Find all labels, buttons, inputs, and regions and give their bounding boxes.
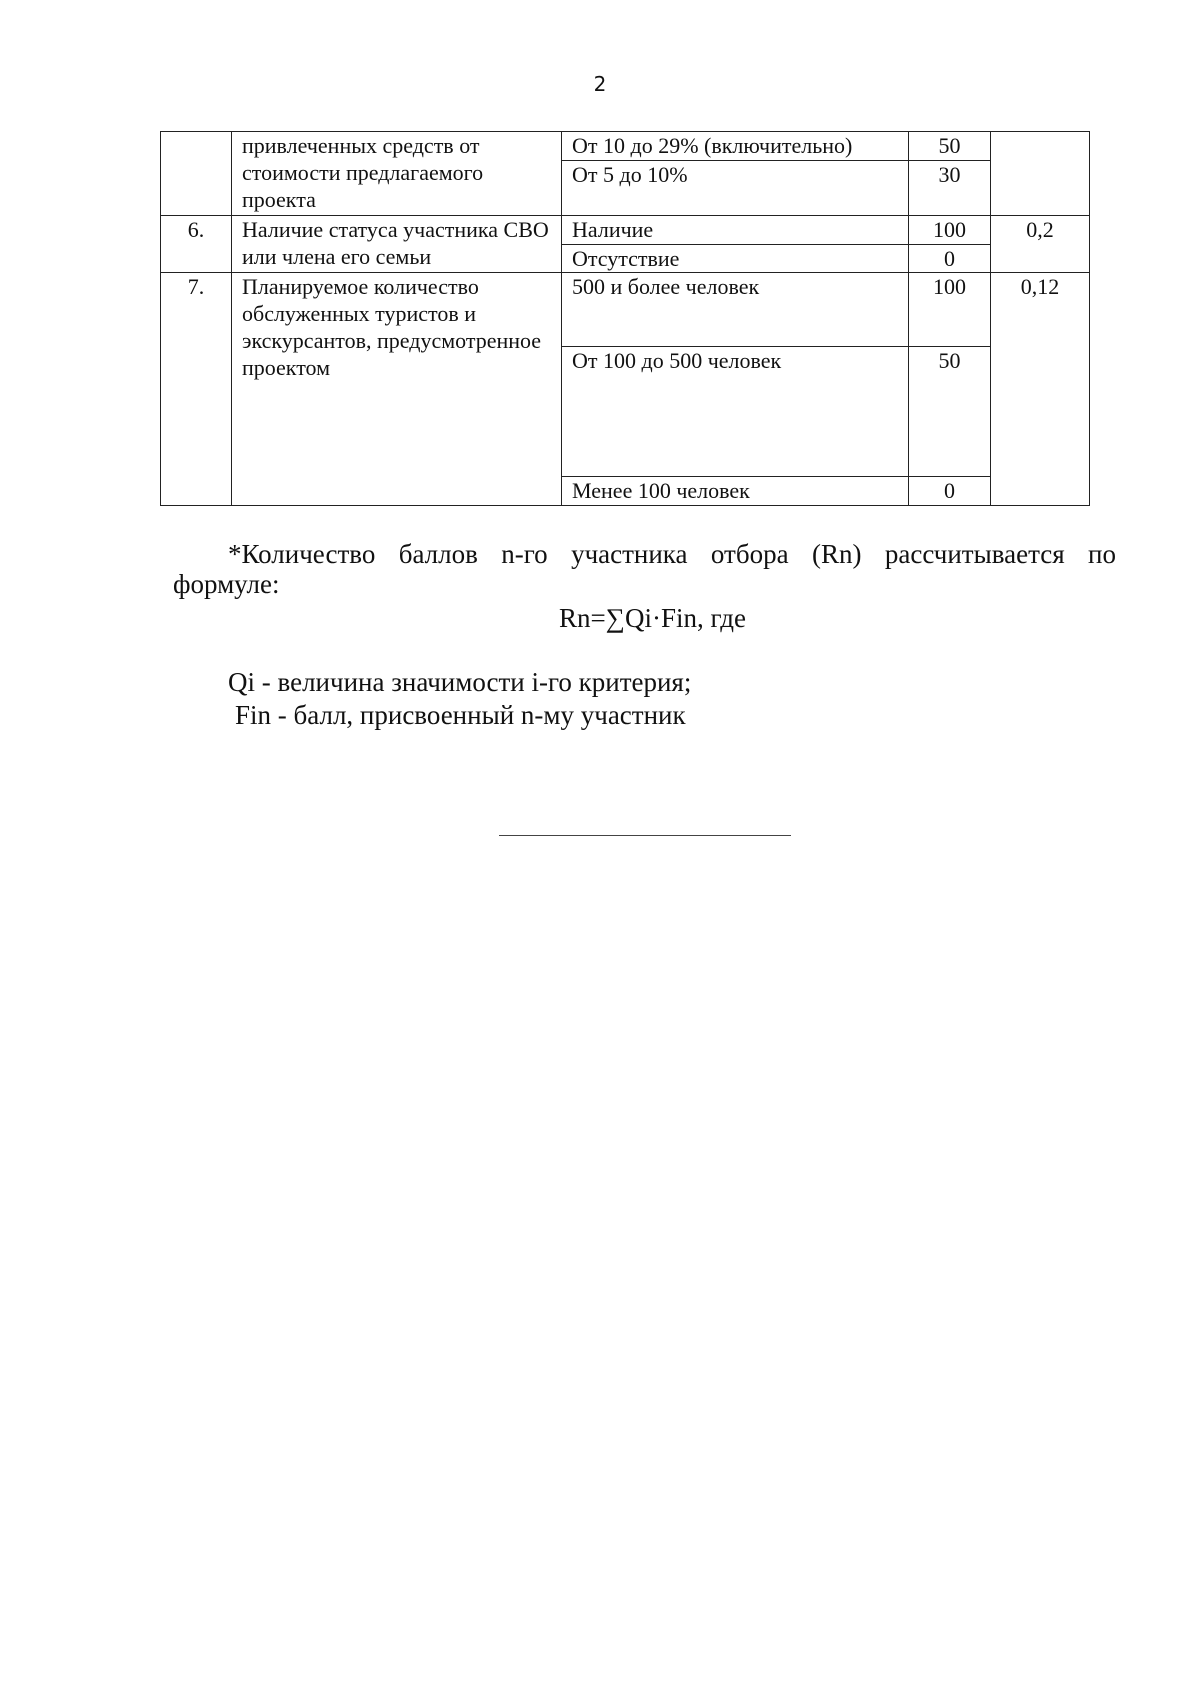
option-label: Менее 100 человек [562, 477, 909, 506]
option-points: 100 [909, 216, 991, 245]
criterion-weight: 0,12 [991, 273, 1090, 506]
option-label: Наличие [562, 216, 909, 245]
row-number: 7. [161, 273, 232, 506]
option-label: От 10 до 29% (включительно) [562, 132, 909, 161]
option-points: 100 [909, 273, 991, 347]
option-label: Отсутствие [562, 245, 909, 273]
criterion-weight [991, 132, 1090, 216]
footnote-line: *Количество баллов n-го участника отбора (Rn) рассчитывается по [228, 539, 1116, 569]
footnote-line: формуле: [173, 569, 280, 599]
table-row [161, 273, 1090, 347]
criterion-text: привлеченных средств от стоимости предлагаемого проекта [232, 132, 562, 216]
row-number: 6. [161, 216, 232, 273]
option-points: 0 [909, 477, 991, 506]
criterion-text: Планируемое количество обслуженных туристов и экскурсантов, предусмотренное проектом [232, 273, 562, 506]
criteria-table [160, 131, 1090, 506]
legend-item: Fin - балл, присвоенный n-му участник [235, 700, 686, 730]
criterion-text: Наличие статуса участника СВО или члена его семьи [232, 216, 562, 273]
option-points: 0 [909, 245, 991, 273]
table-row [161, 132, 1090, 161]
option-points: 50 [909, 347, 991, 477]
footnote-paragraph [173, 539, 1116, 599]
option-label: От 5 до 10% [562, 161, 909, 216]
page-number: 2 [593, 72, 607, 96]
row-number [161, 132, 232, 216]
option-label: От 100 до 500 человек [562, 347, 909, 477]
criterion-weight: 0,2 [991, 216, 1090, 273]
formula: Rn=∑Qi·Fin, где [559, 603, 746, 633]
legend-item: Qi - величина значимости i-го критерия; [228, 667, 692, 697]
end-rule [499, 835, 791, 836]
option-points: 30 [909, 161, 991, 216]
option-label: 500 и более человек [562, 273, 909, 347]
option-points: 50 [909, 132, 991, 161]
table-row [161, 216, 1090, 245]
formula-legend [228, 666, 691, 732]
